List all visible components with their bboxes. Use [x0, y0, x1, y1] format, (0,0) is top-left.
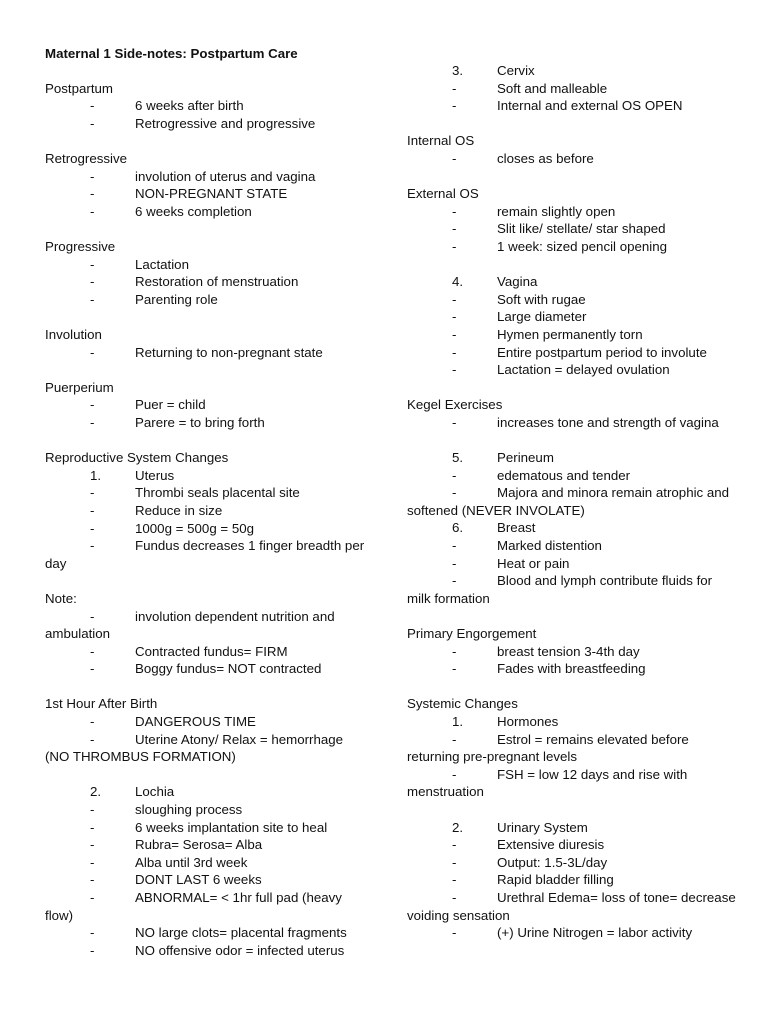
item-text: Perineum — [497, 450, 554, 466]
note-section — [407, 449, 737, 607]
item-text: 1 week: sized pencil opening — [497, 238, 668, 254]
item-text: Rubra= Serosa= Alba — [135, 837, 263, 853]
section-heading: Puerperium — [45, 379, 114, 395]
item-number: 3. — [452, 63, 464, 78]
bullet-item — [45, 801, 365, 819]
bullet-item — [45, 185, 365, 203]
bullet-item — [45, 942, 365, 960]
bullet-dash: - — [452, 573, 457, 589]
bullet-item — [45, 484, 365, 502]
note-section — [45, 150, 365, 220]
bullet-dash: - — [90, 274, 95, 290]
bullet-item — [407, 924, 737, 942]
bullet-dash: - — [452, 854, 457, 870]
bullet-item — [407, 871, 737, 889]
item-text: Lactation = delayed ovulation — [497, 362, 670, 378]
bullet-dash: - — [452, 661, 457, 677]
item-text: (+) Urine Nitrogen = labor activity — [497, 925, 693, 941]
note-section — [407, 819, 737, 942]
note-section — [407, 625, 737, 678]
item-text: Marked distention — [497, 538, 602, 554]
numbered-item — [407, 819, 737, 837]
bullet-item — [407, 660, 737, 678]
item-text: Majora and minora remain atrophic and softened (NEVER INVOLATE) — [407, 485, 730, 518]
item-number: 6. — [452, 520, 464, 536]
bullet-item — [407, 484, 737, 519]
bullet-item — [407, 80, 737, 98]
item-text: involution of uterus and vagina — [135, 168, 316, 184]
bullet-item — [45, 273, 365, 291]
bullet-item — [407, 361, 737, 379]
bullet-item — [45, 660, 365, 678]
item-text: Rapid bladder filling — [497, 872, 614, 888]
item-text: Retrogressive and progressive — [135, 115, 316, 131]
item-text: Hormones — [497, 713, 559, 729]
numbered-item — [45, 783, 365, 801]
bullet-dash: - — [452, 538, 457, 554]
bullet-item — [45, 836, 365, 854]
item-text: Reduce in size — [135, 502, 223, 518]
bullet-item — [45, 256, 365, 274]
bullet-item — [407, 414, 737, 432]
item-text: Urethral Edema= loss of tone= decrease voiding sensation — [407, 889, 736, 923]
item-text: Restoration of menstruation — [135, 274, 299, 290]
item-number: 1. — [90, 467, 102, 483]
note-section — [407, 185, 737, 255]
item-text: 1000g = 500g = 50g — [135, 520, 255, 536]
bullet-item — [45, 889, 365, 924]
item-text: involution dependent nutrition and ambulation — [45, 608, 335, 642]
item-text: Parenting role — [135, 291, 218, 307]
item-text: DANGEROUS TIME — [135, 714, 256, 730]
item-text: Contracted fundus= FIRM — [135, 643, 288, 659]
right-sections — [407, 62, 737, 942]
bullet-dash: - — [452, 221, 457, 237]
item-text: Vagina — [497, 274, 538, 290]
numbered-item — [45, 467, 365, 485]
item-text: Large diameter — [497, 309, 587, 325]
item-text: Soft with rugae — [497, 291, 586, 307]
numbered-item — [407, 713, 737, 731]
item-text: Hymen permanently torn — [497, 326, 643, 342]
item-text: Lactation — [135, 256, 189, 272]
bullet-item — [407, 836, 737, 854]
bullet-item — [407, 326, 737, 344]
bullet-item — [407, 467, 737, 485]
section-heading: Internal OS — [407, 133, 475, 149]
bullet-item — [45, 414, 365, 432]
bullet-item — [45, 115, 365, 133]
bullet-dash: - — [90, 802, 95, 818]
numbered-item — [407, 449, 737, 467]
bullet-item — [45, 854, 365, 872]
bullet-dash: - — [90, 256, 95, 272]
item-text: Fundus decreases 1 finger breadth per day — [45, 538, 365, 571]
bullet-item — [407, 344, 737, 362]
bullet-item — [45, 396, 365, 414]
item-text: edematous and tender — [497, 467, 631, 483]
bullet-item — [45, 643, 365, 661]
item-text: Uterus — [135, 467, 175, 483]
note-section — [45, 379, 365, 432]
bullet-dash: - — [452, 238, 457, 254]
note-section — [407, 695, 737, 801]
bullet-dash: - — [452, 872, 457, 888]
item-number: 1. — [452, 713, 464, 729]
bullet-dash: - — [90, 942, 95, 958]
item-text: Uterine Atony/ Relax = hemorrhage (NO THROMBUS FORMATION) — [45, 731, 344, 765]
section-heading: Systemic Changes — [407, 696, 518, 712]
bullet-dash: - — [90, 714, 95, 730]
bullet-dash: - — [452, 925, 457, 941]
bullet-dash: - — [90, 837, 95, 853]
bullet-dash: - — [452, 467, 457, 483]
bullet-dash: - — [452, 203, 457, 219]
bullet-item — [407, 889, 737, 924]
note-section — [407, 62, 737, 115]
bullet-item — [407, 766, 737, 801]
bullet-item — [407, 572, 737, 607]
bullet-dash: - — [90, 890, 95, 905]
bullet-dash: - — [90, 854, 95, 870]
item-text: DONT LAST 6 weeks — [135, 872, 262, 888]
bullet-dash: - — [90, 291, 95, 307]
item-text: closes as before — [497, 150, 594, 166]
bullet-item — [45, 291, 365, 309]
item-text: Output: 1.5-3L/day — [497, 854, 608, 870]
bullet-dash: - — [452, 309, 457, 325]
left-column — [45, 45, 365, 960]
bullet-dash: - — [452, 150, 457, 166]
note-section — [45, 590, 365, 678]
note-section — [45, 326, 365, 361]
item-text: NON-PREGNANT STATE — [135, 186, 288, 202]
bullet-dash: - — [90, 731, 95, 747]
item-text: Urinary System — [497, 819, 588, 835]
document-title: Maternal 1 Side-notes: Postpartum Care — [45, 45, 298, 61]
item-text: Slit like/ stellate/ star shaped — [497, 221, 666, 237]
item-number: 2. — [90, 784, 102, 800]
item-text: Blood and lymph contribute fluids for milk formation — [407, 573, 713, 606]
bullet-dash: - — [452, 837, 457, 853]
note-section — [407, 132, 737, 167]
bullet-item — [45, 344, 365, 362]
bullet-dash: - — [452, 889, 457, 905]
bullet-dash: - — [452, 485, 457, 501]
item-text: Internal and external OS OPEN — [497, 98, 683, 114]
bullet-dash: - — [90, 661, 95, 677]
item-text: Entire postpartum period to involute — [497, 344, 707, 360]
bullet-item — [45, 203, 365, 221]
bullet-dash: - — [90, 502, 95, 518]
bullet-dash: - — [90, 168, 95, 184]
bullet-dash: - — [90, 98, 95, 114]
bullet-dash: - — [452, 414, 457, 430]
bullet-item — [45, 731, 365, 766]
item-text: Cervix — [497, 63, 535, 78]
section-heading: External OS — [407, 186, 479, 202]
item-text: breast tension 3-4th day — [497, 643, 640, 659]
bullet-item — [407, 731, 737, 766]
bullet-dash: - — [452, 326, 457, 342]
bullet-item — [45, 97, 365, 115]
item-number: 2. — [452, 819, 464, 835]
bullet-dash: - — [452, 80, 457, 96]
item-text: 6 weeks completion — [135, 203, 252, 219]
item-text: Extensive diuresis — [497, 837, 605, 853]
numbered-item — [407, 273, 737, 291]
bullet-item — [45, 520, 365, 538]
note-section — [45, 238, 365, 308]
item-text: increases tone and strength of vagina — [497, 414, 719, 430]
section-heading: 1st Hour After Birth — [45, 696, 158, 712]
bullet-dash: - — [452, 766, 457, 782]
bullet-dash: - — [452, 98, 457, 114]
bullet-dash: - — [90, 203, 95, 219]
bullet-item — [45, 537, 365, 572]
section-heading: Kegel Exercises — [407, 397, 503, 413]
section-heading: Reproductive System Changes — [45, 450, 229, 466]
bullet-item — [45, 713, 365, 731]
item-text: Soft and malleable — [497, 80, 608, 96]
section-heading: Primary Engorgement — [407, 626, 537, 641]
bullet-item — [407, 220, 737, 238]
bullet-item — [407, 291, 737, 309]
bullet-dash: - — [90, 115, 95, 131]
bullet-item — [407, 203, 737, 221]
note-section — [45, 695, 365, 765]
item-text: sloughing process — [135, 802, 243, 818]
bullet-item — [45, 924, 365, 942]
item-text: NO offensive odor = infected uterus — [135, 942, 345, 958]
bullet-item — [45, 819, 365, 837]
bullet-dash: - — [90, 819, 95, 835]
left-sections — [45, 80, 365, 960]
item-number: 4. — [452, 274, 464, 290]
item-text: Heat or pain — [497, 555, 570, 571]
bullet-item — [407, 238, 737, 256]
item-text: Boggy fundus= NOT contracted — [135, 661, 322, 677]
note-section — [45, 783, 365, 959]
item-text: remain slightly open — [497, 203, 616, 219]
item-text: Thrombi seals placental site — [135, 485, 300, 501]
bullet-dash: - — [90, 925, 95, 941]
bullet-item — [407, 537, 737, 555]
item-text: Estrol = remains elevated before returning pre-pregnant levels — [407, 731, 689, 765]
bullet-item — [45, 502, 365, 520]
item-text: Breast — [497, 520, 536, 536]
item-text: Alba until 3rd week — [135, 854, 248, 870]
item-text: 6 weeks implantation site to heal — [135, 819, 328, 835]
bullet-item — [407, 555, 737, 573]
item-text: Puer = child — [135, 397, 206, 413]
bullet-item — [407, 643, 737, 661]
note-section — [45, 80, 365, 133]
bullet-dash: - — [452, 344, 457, 360]
item-text: 6 weeks after birth — [135, 98, 244, 114]
bullet-item — [45, 168, 365, 186]
item-text: FSH = low 12 days and rise with menstruation — [407, 766, 688, 800]
bullet-dash: - — [452, 291, 457, 307]
bullet-dash: - — [90, 538, 95, 554]
bullet-dash: - — [90, 186, 95, 202]
item-text: ABNORMAL= < 1hr full pad (heavy flow) — [45, 890, 342, 923]
section-heading: Retrogressive — [45, 151, 128, 167]
bullet-item — [407, 308, 737, 326]
bullet-dash: - — [90, 520, 95, 536]
bullet-item — [45, 608, 365, 643]
section-heading: Note: — [45, 590, 77, 606]
item-text: Parere = to bring forth — [135, 414, 265, 430]
bullet-item — [407, 97, 737, 115]
bullet-dash: - — [90, 608, 95, 624]
note-section — [45, 449, 365, 572]
bullet-item — [407, 150, 737, 168]
bullet-dash: - — [90, 414, 95, 430]
bullet-item — [45, 871, 365, 889]
bullet-dash: - — [452, 362, 457, 378]
section-heading: Progressive — [45, 239, 116, 255]
bullet-item — [407, 854, 737, 872]
right-column — [407, 62, 737, 942]
bullet-dash: - — [452, 555, 457, 571]
bullet-dash: - — [90, 872, 95, 888]
bullet-dash: - — [90, 485, 95, 501]
item-text: Lochia — [135, 784, 175, 800]
numbered-item — [407, 62, 737, 80]
item-text: NO large clots= placental fragments — [135, 925, 347, 941]
bullet-dash: - — [452, 643, 457, 659]
bullet-dash: - — [90, 643, 95, 659]
section-heading: Involution — [45, 327, 102, 342]
item-text: Returning to non-pregnant state — [135, 344, 323, 360]
bullet-dash: - — [452, 731, 457, 747]
section-heading: Postpartum — [45, 80, 113, 96]
note-section — [407, 273, 737, 379]
bullet-dash: - — [90, 344, 95, 360]
item-text: Fades with breastfeeding — [497, 661, 646, 677]
numbered-item — [407, 519, 737, 537]
item-number: 5. — [452, 450, 464, 466]
bullet-dash: - — [90, 397, 95, 413]
note-section — [407, 396, 737, 431]
